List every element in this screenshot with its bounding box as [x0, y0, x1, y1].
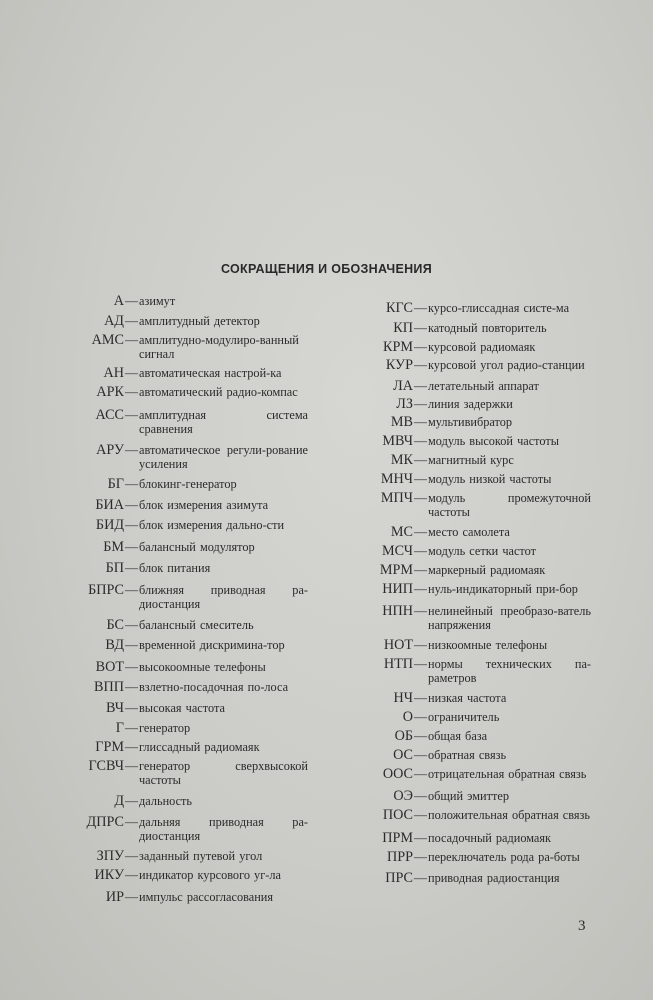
abbreviation-entry [62, 539, 308, 555]
dash-separator: — [414, 320, 427, 335]
definition: взлетно-посадочная по-лоса [139, 680, 289, 694]
dash-separator: — [125, 582, 138, 597]
abbreviation: МК [390, 452, 413, 468]
abbreviation: КУР [385, 357, 413, 373]
abbreviation: ВД [105, 637, 124, 653]
abbreviation: АСС [95, 407, 124, 423]
definition: азимут [139, 294, 176, 308]
abbreviation-entry [62, 889, 308, 905]
abbreviation: ИР [105, 889, 124, 905]
dash-separator: — [125, 700, 138, 715]
abbreviation-entry [346, 433, 591, 449]
abbreviation: ОС [393, 747, 413, 763]
abbreviation: БП [105, 560, 124, 576]
abbreviation: А [113, 293, 124, 309]
definition: общая база [428, 729, 488, 743]
definition: импульс рассогласования [139, 890, 274, 904]
dash-separator: — [125, 637, 138, 652]
dash-separator: — [414, 300, 427, 315]
abbreviation: МСЧ [382, 543, 413, 559]
abbreviation: ГРМ [95, 739, 124, 755]
dash-separator: — [414, 452, 427, 467]
abbreviation-entry [346, 543, 591, 559]
abbreviation-entry [346, 378, 591, 394]
definition: линия задержки [428, 397, 513, 411]
abbreviation: ИКУ [94, 867, 124, 883]
abbreviation: КГС [386, 300, 413, 316]
abbreviation-entry [346, 452, 591, 468]
abbreviation: АМС [91, 332, 124, 348]
right-column [346, 300, 591, 886]
abbreviation: ВОТ [95, 659, 124, 675]
abbreviation: О [402, 709, 413, 725]
abbreviation-entry [62, 407, 308, 436]
dash-separator: — [125, 758, 138, 773]
abbreviation: КРМ [383, 339, 413, 355]
definition: обратная связь [428, 748, 507, 762]
abbreviation: ГСВЧ [88, 758, 124, 774]
definition: курсовой угол радио-станции [428, 358, 585, 372]
abbreviation: ЗПУ [96, 848, 124, 864]
abbreviation-entry [346, 849, 591, 865]
dash-separator: — [414, 471, 427, 486]
abbreviation: БИА [95, 497, 124, 513]
abbreviation: ВЧ [106, 700, 124, 716]
abbreviation-entry [62, 517, 308, 533]
abbreviation-entry [62, 332, 308, 361]
definition: положительная обратная связь [428, 808, 591, 822]
definition: амплитудно-модулиро-ванный сигнал [139, 333, 299, 361]
abbreviation-entry [62, 582, 308, 611]
dash-separator: — [414, 524, 427, 539]
definition: блок измерения дально-сти [139, 518, 285, 532]
abbreviation-entry [62, 679, 308, 695]
abbreviation-entry [62, 739, 308, 755]
abbreviation-entry [62, 497, 308, 513]
definition: модуль сетки частот [428, 544, 537, 558]
definition: низкоомные телефоны [428, 638, 548, 652]
dash-separator: — [125, 889, 138, 904]
dash-separator: — [125, 407, 138, 422]
abbreviation-entry [346, 414, 591, 430]
definition: дальняя приводная ра-диостанция [139, 815, 308, 843]
abbreviation: БГ [107, 476, 124, 492]
abbreviation: МРМ [379, 562, 413, 578]
dash-separator: — [125, 539, 138, 554]
abbreviation-entry [346, 300, 591, 316]
definition: амплитудный детектор [139, 314, 260, 328]
dash-separator: — [125, 793, 138, 808]
definition: переключатель рода ра-боты [428, 850, 580, 864]
abbreviation-entry [346, 562, 591, 578]
definition: ближняя приводная ра-диостанция [139, 583, 308, 611]
abbreviation-entry [346, 807, 591, 823]
dash-separator: — [125, 617, 138, 632]
abbreviation: АН [103, 365, 124, 381]
abbreviation-entry [346, 603, 591, 632]
definition: амплитудная система сравнения [139, 408, 308, 436]
abbreviation-entry [62, 700, 308, 716]
abbreviation-entry [346, 690, 591, 706]
abbreviation: МПЧ [380, 490, 413, 506]
dash-separator: — [414, 709, 427, 724]
abbreviation: ПРС [385, 870, 413, 886]
definition: отрицательная обратная связь [428, 767, 587, 781]
abbreviation: ОЭ [393, 788, 413, 804]
abbreviation-entry [62, 659, 308, 675]
abbreviation-entry [62, 384, 308, 400]
abbreviation: БС [106, 617, 124, 633]
dash-separator: — [125, 659, 138, 674]
dash-separator: — [125, 293, 138, 308]
abbreviation: ЛА [393, 378, 413, 394]
abbreviation: БПРС [88, 582, 124, 598]
dash-separator: — [125, 679, 138, 694]
abbreviation-entry [62, 848, 308, 864]
dash-separator: — [414, 690, 427, 705]
abbreviation: ОБ [394, 728, 413, 744]
dash-separator: — [125, 867, 138, 882]
dash-separator: — [414, 357, 427, 372]
definition: летательный аппарат [428, 379, 539, 393]
abbreviation: АРК [96, 384, 124, 400]
definition: заданный путевой угол [139, 849, 263, 863]
definition: магнитный курс [428, 453, 514, 467]
dash-separator: — [414, 543, 427, 558]
abbreviation-entry [62, 720, 308, 736]
abbreviation-entry [346, 766, 591, 782]
definition: балансный модулятор [139, 540, 255, 554]
dash-separator: — [414, 870, 427, 885]
definition: автоматическое регули-рование усиления [139, 443, 308, 471]
abbreviation: МС [390, 524, 413, 540]
abbreviation-entry [346, 709, 591, 725]
dash-separator: — [414, 581, 427, 596]
dash-separator: — [125, 497, 138, 512]
abbreviation: АД [104, 313, 124, 329]
dash-separator: — [125, 332, 138, 347]
definition: модуль промежуточной частоты [428, 491, 591, 519]
abbreviation: ПОС [382, 807, 413, 823]
abbreviation-entry [62, 560, 308, 576]
abbreviation-entry [346, 524, 591, 540]
dash-separator: — [414, 490, 427, 505]
abbreviation: МНЧ [380, 471, 413, 487]
abbreviation: ВПП [94, 679, 124, 695]
dash-separator: — [125, 560, 138, 575]
abbreviation-entry [346, 728, 591, 744]
dash-separator: — [414, 603, 427, 618]
abbreviation: НЧ [393, 690, 413, 706]
definition: катодный повторитель [428, 321, 547, 335]
definition: модуль низкой частоты [428, 472, 552, 486]
abbreviation-entry [62, 313, 308, 329]
abbreviation-entry [346, 656, 591, 685]
definition: посадочный радиомаяк [428, 831, 552, 845]
dash-separator: — [125, 517, 138, 532]
abbreviation: БИД [95, 517, 124, 533]
abbreviation: ПРМ [382, 830, 413, 846]
abbreviation-entry [346, 747, 591, 763]
page-title: СОКРАЩЕНИЯ И ОБОЗНАЧЕНИЯ [220, 262, 432, 276]
dash-separator: — [414, 788, 427, 803]
dash-separator: — [125, 384, 138, 399]
abbreviation-entry [346, 788, 591, 804]
definition: курсо-глиссадная систе-ма [428, 301, 570, 315]
dash-separator: — [414, 396, 427, 411]
dash-separator: — [125, 365, 138, 380]
left-column [62, 293, 308, 905]
abbreviation-entry [346, 830, 591, 846]
definition: глиссадный радиомаяк [139, 740, 260, 754]
dash-separator: — [414, 766, 427, 781]
definition: блок питания [139, 561, 211, 575]
definition: нелинейный преобразо-ватель напряжения [428, 604, 591, 632]
definition: ограничитель [428, 710, 500, 724]
abbreviation: АРУ [96, 442, 124, 458]
abbreviation: НОТ [383, 637, 413, 653]
definition: нормы технических па-раметров [428, 657, 591, 685]
abbreviation-entry [62, 365, 308, 381]
definition: автоматический радио-компас [139, 385, 298, 399]
dash-separator: — [414, 378, 427, 393]
definition: приводная радиостанция [428, 871, 560, 885]
abbreviation: Г [115, 720, 124, 736]
abbreviation-entry [346, 339, 591, 355]
abbreviation-entry [62, 617, 308, 633]
abbreviation: ЛЗ [396, 396, 413, 412]
definition: мультивибратор [428, 415, 513, 429]
dash-separator: — [414, 414, 427, 429]
dash-separator: — [414, 728, 427, 743]
definition: дальность [139, 794, 193, 808]
definition: высокоомные телефоны [139, 660, 266, 674]
definition: нуль-индикаторный при-бор [428, 582, 578, 596]
dash-separator: — [414, 562, 427, 577]
abbreviation-entry [346, 320, 591, 336]
definition: индикатор курсового уг-ла [139, 868, 281, 882]
dash-separator: — [414, 807, 427, 822]
definition: балансный смеситель [139, 618, 254, 632]
definition: блок измерения азимута [139, 498, 269, 512]
definition: временной дискримина-тор [139, 638, 285, 652]
abbreviation: НИП [382, 581, 413, 597]
dash-separator: — [125, 739, 138, 754]
abbreviation: БМ [103, 539, 124, 555]
abbreviation-entry [346, 870, 591, 886]
dash-separator: — [125, 720, 138, 735]
dash-separator: — [414, 433, 427, 448]
definition: курсовой радиомаяк [428, 340, 536, 354]
abbreviation-entry [62, 814, 308, 843]
abbreviation: КП [393, 320, 413, 336]
dash-separator: — [414, 656, 427, 671]
abbreviation-entry [62, 793, 308, 809]
abbreviation-entry [346, 581, 591, 597]
page-number: 3 [578, 918, 586, 934]
dash-separator: — [414, 637, 427, 652]
definition: модуль высокой частоты [428, 434, 560, 448]
abbreviation: МВ [390, 414, 413, 430]
definition: высокая частота [139, 701, 225, 715]
abbreviation-entry [346, 490, 591, 519]
definition: маркерный радиомаяк [428, 563, 546, 577]
definition: автоматическая настрой-ка [139, 366, 282, 380]
abbreviation-entry [62, 637, 308, 653]
dash-separator: — [125, 442, 138, 457]
abbreviation-entry [346, 396, 591, 412]
dash-separator: — [125, 313, 138, 328]
abbreviation: ООС [382, 766, 413, 782]
abbreviation-entry [346, 471, 591, 487]
abbreviation: ПРР [386, 849, 413, 865]
definition: низкая частота [428, 691, 507, 705]
definition: генератор [139, 721, 191, 735]
abbreviation-entry [62, 476, 308, 492]
dash-separator: — [414, 339, 427, 354]
abbreviation: НПН [382, 603, 413, 619]
abbreviation: МВЧ [382, 433, 413, 449]
dash-separator: — [414, 849, 427, 864]
dash-separator: — [414, 747, 427, 762]
definition: место самолета [428, 525, 510, 539]
abbreviation-entry [62, 442, 308, 471]
abbreviation-entry [346, 637, 591, 653]
dash-separator: — [414, 830, 427, 845]
abbreviation: НТП [383, 656, 413, 672]
abbreviation: Д [114, 793, 124, 809]
dash-separator: — [125, 848, 138, 863]
abbreviation-entry [62, 293, 308, 309]
definition: общий эмиттер [428, 789, 509, 803]
definition: генератор сверхвысокой частоты [139, 759, 308, 787]
dash-separator: — [125, 814, 138, 829]
definition: блокинг-генератор [139, 477, 237, 491]
abbreviation: ДПРС [86, 814, 124, 830]
dash-separator: — [125, 476, 138, 491]
abbreviation-entry [62, 758, 308, 787]
abbreviation-entry [62, 867, 308, 883]
abbreviation-entry [346, 357, 591, 373]
